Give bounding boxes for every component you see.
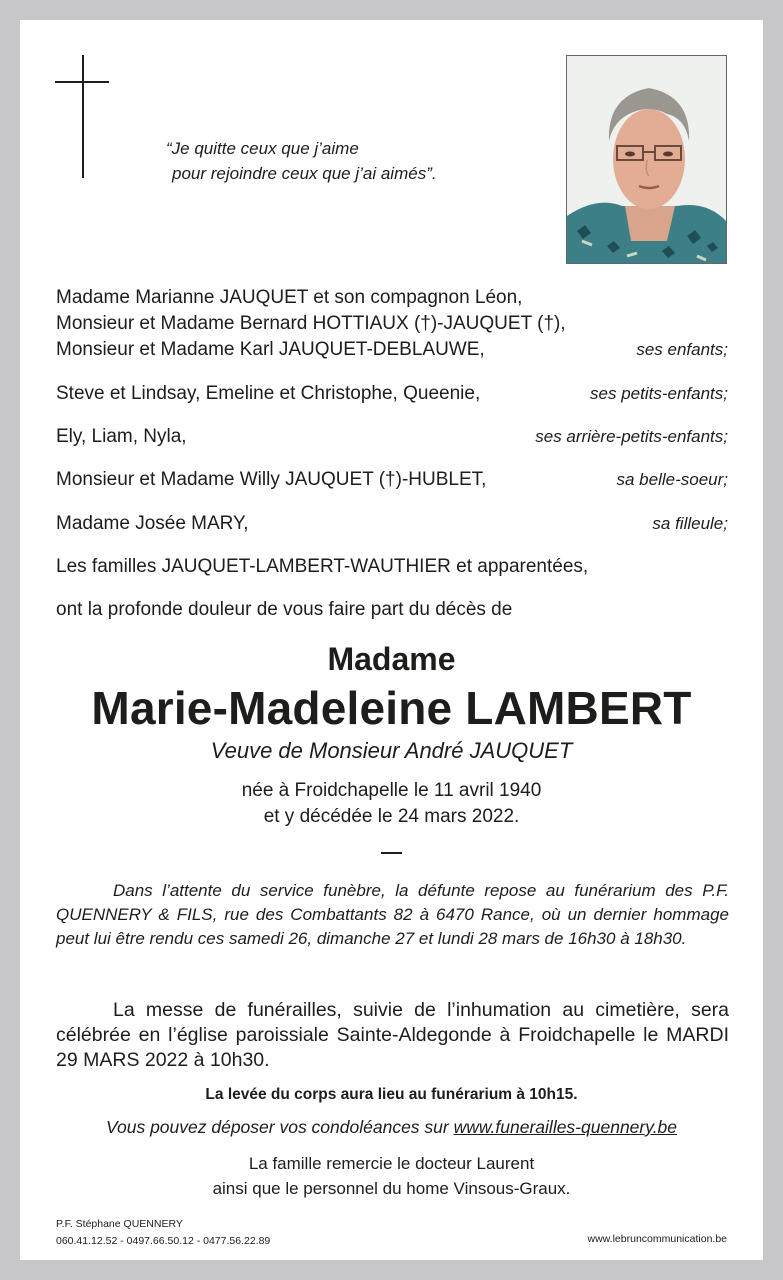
family-line-4 — [56, 383, 728, 405]
quote-line-2: pour rejoindre ceux que j’ai aimés”. — [172, 164, 437, 183]
portrait-photo — [566, 55, 727, 264]
family-names: Ely, Liam, Nyla, — [56, 426, 187, 447]
family-line-6 — [56, 469, 728, 491]
family-relation: ses arrière-petits-enfants; — [535, 427, 728, 446]
condolences-line — [0, 1117, 783, 1138]
family-names: Les familles JAUQUET-LAMBERT-WAUTHIER et apparentées, — [56, 556, 589, 577]
family-line-1 — [56, 287, 728, 309]
death-line: et y décédée le 24 mars 2022. — [263, 806, 520, 827]
cross-icon-bar — [55, 81, 109, 83]
divider — [381, 852, 402, 854]
family-line-7 — [56, 513, 728, 535]
family-line-3 — [56, 339, 728, 361]
mass-text: La messe de funérailles, suivie de l’inhumation au cimetière, sera célébrée en l’église paroissiale Sainte-Aldegonde à Froidchapelle le MARDI 29 MARS 2022 à 10h30. — [56, 999, 729, 1071]
honorific: Madame — [327, 641, 456, 677]
family-relation: ses enfants; — [636, 340, 728, 359]
widow-line: Veuve de Monsieur André JAUQUET — [210, 738, 573, 763]
family-names: Madame Marianne JAUQUET et son compagnon Léon, — [56, 287, 523, 308]
family-line-2 — [56, 313, 728, 335]
family-line-5 — [56, 426, 728, 448]
family-relation: sa filleule; — [652, 514, 728, 533]
portrait-illustration — [567, 56, 726, 263]
family-names: Madame Josée MARY, — [56, 513, 249, 534]
departure-line: La levée du corps aura lieu au funérarium à 10h15. — [205, 1086, 578, 1103]
deceased-name: Marie-Madeleine LAMBERT — [91, 682, 692, 734]
footer-website: www.lebruncommunication.be — [587, 1233, 727, 1245]
family-line-9 — [56, 599, 728, 621]
footer-company: P.F. Stéphane QUENNERY — [56, 1218, 183, 1230]
family-names: ont la profonde douleur de vous faire part du décès de — [56, 599, 513, 620]
family-relation: ses petits-enfants; — [590, 384, 728, 403]
family-names: Monsieur et Madame Bernard HOTTIAUX (†)-JAUQUET (†), — [56, 313, 566, 334]
thanks-line-1: La famille remercie le docteur Laurent — [248, 1154, 535, 1173]
footer-phones: 060.41.12.52 - 0497.66.50.12 - 0477.56.22.89 — [56, 1235, 271, 1247]
family-names: Steve et Lindsay, Emeline et Christophe, Queenie, — [56, 383, 481, 404]
birth-line: née à Froidchapelle le 11 avril 1940 — [241, 780, 542, 801]
family-names: Monsieur et Madame Willy JAUQUET (†)-HUBLET, — [56, 469, 487, 490]
family-names: Monsieur et Madame Karl JAUQUET-DEBLAUWE, — [56, 339, 485, 360]
rest-text: Dans l’attente du service funèbre, la défunte repose au funérarium des P.F. QUENNERY & FILS, rue des Combattants 82 à 6470 Rance, où un dernier hommage peut lui être rendu ces samedi 26, dimanche 27 et lundi 28 mars de 16h30 à 18h30. — [56, 881, 729, 948]
mass-paragraph — [56, 998, 729, 1073]
condolences-prefix: Vous pouvez déposer vos condoléances sur — [105, 1117, 449, 1137]
footer-contact — [56, 1216, 270, 1250]
cross-icon — [82, 55, 84, 178]
quote — [166, 136, 437, 186]
family-line-8 — [56, 556, 728, 578]
rest-paragraph — [56, 879, 729, 951]
quote-line-1: “Je quitte ceux que j’aime — [166, 139, 359, 158]
condolences-link[interactable]: www.funerailles-quennery.be — [453, 1117, 678, 1137]
family-relation: sa belle-soeur; — [616, 470, 728, 489]
thanks-line-2: ainsi que le personnel du home Vinsous-Graux. — [212, 1179, 571, 1198]
